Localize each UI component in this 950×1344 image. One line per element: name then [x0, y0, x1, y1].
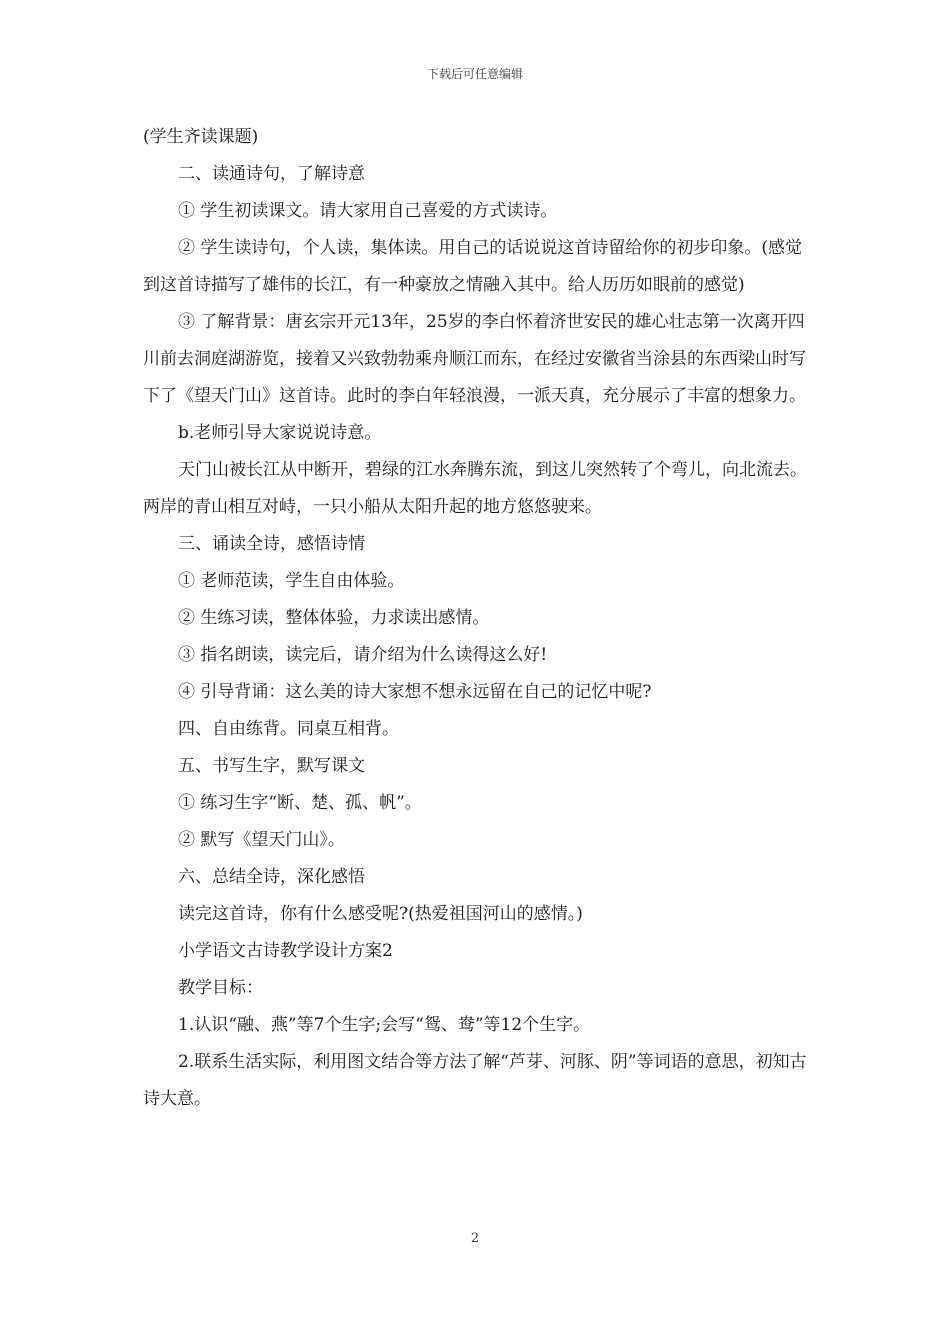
paragraph: ② 生练习读，整体体验，力求读出感情。: [178, 608, 490, 628]
paragraph: ② 默写《望天门山》。: [178, 830, 345, 850]
paragraph: ③ 指名朗读，读完后，请介绍为什么读得这么好!: [178, 645, 548, 665]
page-number: 2: [470, 1231, 480, 1246]
page-header: 下载后可任意编辑: [426, 67, 523, 81]
paragraph: ④ 引导背诵：这么美的诗大家想不想永远留在自己的记忆中呢?: [178, 682, 652, 702]
paragraph: 教学目标：: [178, 978, 263, 998]
paragraph: ③ 了解背景：唐玄宗开元13年，25岁的李白怀着济世安民的雄心壮志第一次离开四川前去洞庭湖游览，接着又兴致勃勃乘舟顺江而东，在经过安徽省当涂县的东西梁山时写下了《望天门山》这首诗。此时的李白年轻浪漫，一派天真，充分展示了丰富的想象力。: [143, 312, 806, 406]
paragraph: 1.认识“融、燕”等7个生字;会写“鸳、鸯”等12个生字。: [178, 1015, 591, 1035]
document-body: [143, 119, 811, 1118]
section-heading: 四、自由练背。同桌互相背。: [178, 719, 399, 739]
paragraph: 读完这首诗，你有什么感受呢?(热爱祖国河山的感情。): [178, 904, 583, 924]
paragraph: ① 老师范读，学生自由体验。: [178, 571, 405, 591]
paragraph: ② 学生读诗句，个人读，集体读。用自己的话说说这首诗留给你的初步印象。(感觉到这首诗描写了雄伟的长江，有一种豪放之情融入其中。给人历历如眼前的感觉): [143, 238, 803, 295]
paragraph: 天门山被长江从中断开，碧绿的江水奔腾东流，到这儿突然转了个弯儿，向北流去。两岸的青山相互对峙，一只小船从太阳升起的地方悠悠驶来。: [143, 460, 807, 517]
paragraph: b.老师引导大家说说诗意。: [178, 423, 382, 443]
paragraph: ① 学生初读课文。请大家用自己喜爱的方式读诗。: [178, 201, 558, 221]
section-heading: 二、读通诗句，了解诗意: [178, 164, 365, 184]
paragraph: 2.联系生活实际，利用图文结合等方法了解“芦芽、河豚、阴”等词语的意思，初知古诗大意。: [143, 1052, 807, 1109]
section-heading: 五、书写生字，默写课文: [178, 756, 365, 776]
paragraph: ① 练习生字“断、楚、孤、帆”。: [178, 793, 422, 813]
section-heading: 六、总结全诗，深化感悟: [178, 867, 365, 887]
section-heading: 三、诵读全诗，感悟诗情: [178, 534, 365, 554]
section-title: 小学语文古诗教学设计方案2: [178, 941, 393, 961]
paragraph: (学生齐读课题): [143, 127, 259, 147]
